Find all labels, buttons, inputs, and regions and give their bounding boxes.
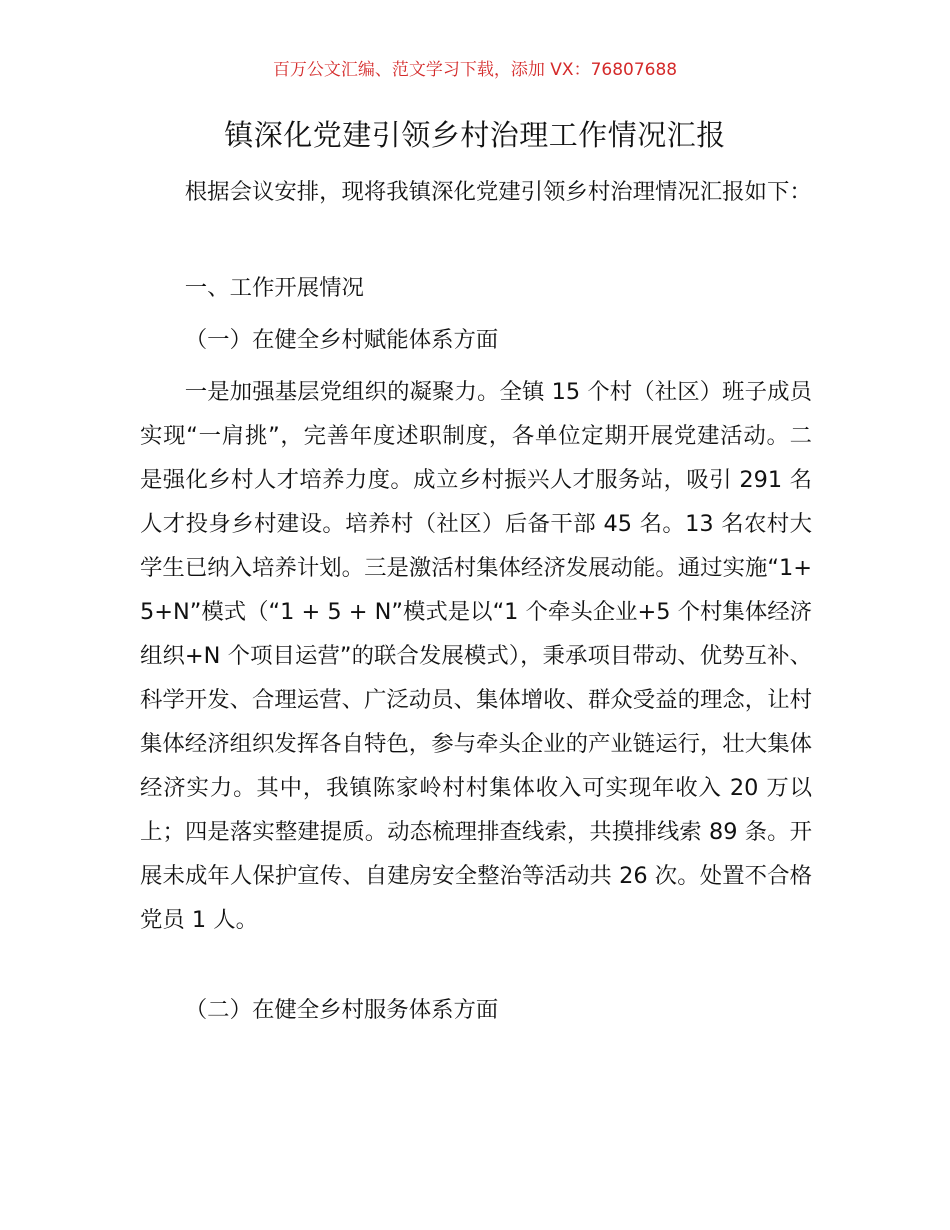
header-promo-note: 百万公文汇编、范文学习下载，添加 VX：76807688 — [272, 60, 678, 80]
document-title: 镇深化党建引领乡村治理工作情况汇报 — [224, 118, 726, 152]
section-heading-1: 一、工作开展情况 — [184, 275, 364, 301]
intro-paragraph: 根据会议安排，现将我镇深化党建引领乡村治理情况汇报如下： — [184, 179, 812, 205]
subsection-heading-2: （二）在健全乡村服务体系方面 — [184, 997, 499, 1023]
subsection-body-1: 一是加强基层党组织的凝聚力。全镇 15 个村（社区）班子成员实现“一肩挑”，完善年度述职制度，各单位定期开展党建活动。二是强化乡村人才培养力度。成立乡村振兴人才服务站，吸引 291 名人才投身乡村建设。培养村（社区）后备干部 45 名。13 名农村大学生已纳入培养计划。三是激活村集体经济发展动能。通过实施“1+5+N”模式（“1 + 5 + N”模式是以“1 个牵头企业+5 个村集体经济组织+N 个项目运营”的联合发展模式），秉承项目带动、优势互补、科学开发、合理运营、广泛动员、集体增收、群众受益的理念，让村集体经济组织发挥各自特色，参与牵头企业的产业链运行，壮大集体经济实力。其中，我镇陈家岭村村集体收入可实现年收入 20 万以上；四是落实整建提质。动态梳理排查线索，共摸排线索 89 条。开展未成年人保护宣传、自建房安全整治等活动共 26 次。处置不合格党员 1 人。 — [140, 379, 812, 933]
subsection-heading-1: （一）在健全乡村赋能体系方面 — [184, 327, 499, 353]
